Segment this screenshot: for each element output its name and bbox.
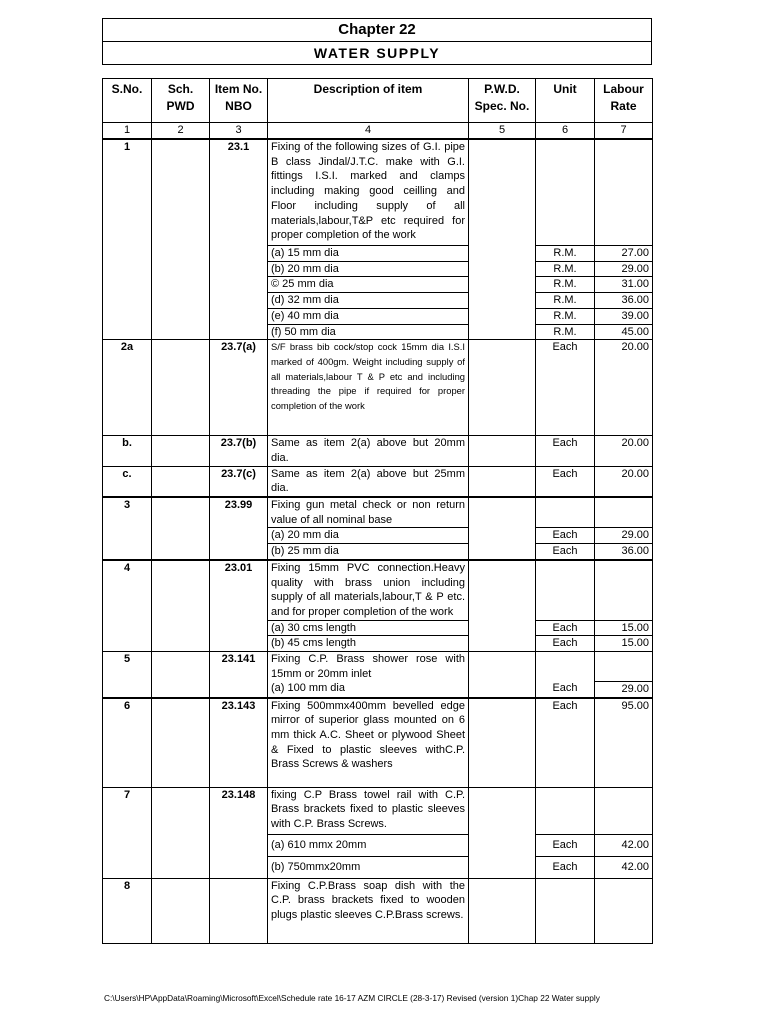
sno-cell: 5 (103, 652, 152, 698)
item-no-cell (210, 878, 268, 943)
item-no-cell: 23.141 (210, 652, 268, 698)
column-number: 1 (103, 123, 152, 140)
rate-cell: 36.00 (595, 293, 653, 309)
rate-cell: 42.00 (595, 856, 653, 878)
sub-description-cell: © 25 mm dia (268, 277, 469, 293)
rate-cell: 15.00 (595, 636, 653, 652)
unit-cell: Each (536, 528, 595, 544)
sno-cell: 2a (103, 340, 152, 436)
header-sno: S.No. (103, 79, 152, 123)
sub-description-cell: (a) 30 cms length (268, 620, 469, 636)
column-number: 2 (152, 123, 210, 140)
description-cell: Same as item 2(a) above but 20mm dia. (268, 436, 469, 466)
column-number: 5 (469, 123, 536, 140)
rate-cell: 27.00 (595, 246, 653, 262)
unit-cell: Each (536, 834, 595, 856)
rate-cell: 20.00 (595, 466, 653, 497)
unit-cell: R.M. (536, 293, 595, 309)
sno-cell: 7 (103, 787, 152, 878)
header-pwd-spec: P.W.D. Spec. No. (469, 79, 536, 123)
column-number: 7 (595, 123, 653, 140)
column-number-row (103, 123, 653, 140)
unit-cell: Each (536, 620, 595, 636)
unit-cell: Each (536, 466, 595, 497)
sno-cell: 6 (103, 698, 152, 788)
table-row (103, 787, 653, 834)
section-title: WATER SUPPLY (103, 41, 651, 64)
chapter-title-box (102, 18, 652, 65)
unit-cell: Each (536, 681, 595, 697)
sno-cell: c. (103, 466, 152, 497)
item-no-cell: 23.1 (210, 139, 268, 340)
item-no-cell: 23.143 (210, 698, 268, 788)
unit-cell: Each (536, 544, 595, 560)
sno-cell: 3 (103, 497, 152, 560)
unit-cell: R.M. (536, 324, 595, 340)
sub-description-cell: (e) 40 mm dia (268, 308, 469, 324)
rate-cell: 29.00 (595, 681, 653, 697)
rate-cell: 15.00 (595, 620, 653, 636)
rate-cell: 95.00 (595, 698, 653, 788)
unit-cell: R.M. (536, 277, 595, 293)
rate-cell: 20.00 (595, 340, 653, 436)
sub-description-cell: (a) 15 mm dia (268, 246, 469, 262)
item-no-cell: 23.01 (210, 560, 268, 652)
rate-cell: 20.00 (595, 436, 653, 466)
rate-cell: 45.00 (595, 324, 653, 340)
rate-cell: 42.00 (595, 834, 653, 856)
rate-cell: 29.00 (595, 261, 653, 277)
sub-description-cell: (a) 100 mm dia (268, 681, 469, 697)
description-cell: Fixing 500mmx400mm bevelled edge mirror of superior glass mounted on 6 mm thick A.C. Sheet or plywood Sheet & Fixed to plastic sleeves withC.P. Brass Screws & washers (268, 698, 469, 788)
header-item-no: Item No. NBO (210, 79, 268, 123)
table-row (103, 436, 653, 466)
description-cell: Fixing 15mm PVC connection.Heavy quality with brass union including supply of all materials,labour,T & P etc. and for proper completion of the work (268, 560, 469, 620)
header-unit: Unit (536, 79, 595, 123)
table-row (103, 497, 653, 528)
unit-cell: Each (536, 698, 595, 788)
sno-cell: 4 (103, 560, 152, 652)
item-no-cell: 23.7(b) (210, 436, 268, 466)
item-no-cell: 23.7(a) (210, 340, 268, 436)
rate-cell: 29.00 (595, 528, 653, 544)
column-number: 4 (268, 123, 469, 140)
item-no-cell: 23.7(c) (210, 466, 268, 497)
unit-cell: Each (536, 856, 595, 878)
description-cell: Same as item 2(a) above but 25mm dia. (268, 466, 469, 497)
unit-cell: Each (536, 340, 595, 436)
rate-cell: 39.00 (595, 308, 653, 324)
sub-description-cell: (f) 50 mm dia (268, 324, 469, 340)
chapter-heading: Chapter 22 (338, 21, 416, 38)
sno-cell: 8 (103, 878, 152, 943)
table-row (103, 652, 653, 682)
sub-description-cell: (b) 20 mm dia (268, 261, 469, 277)
column-number: 6 (536, 123, 595, 140)
labour-rate-table (102, 78, 653, 944)
table-row (103, 560, 653, 620)
header-labour-rate: Labour Rate (595, 79, 653, 123)
description-cell: Fixing gun metal check or non return value of all nominal base (268, 497, 469, 528)
description-cell: fixing C.P Brass towel rail with C.P. Brass brackets fixed to plastic sleeves with C.P. Brass Screws. (268, 787, 469, 834)
sub-description-cell: (b) 750mmx20mm (268, 856, 469, 878)
description-cell: Fixing C.P.Brass soap dish with the C.P. brass brackets fixed to wooden plugs plastic sleeves C.P.Brass screws. (268, 878, 469, 943)
description-cell: Fixing C.P. Brass shower rose with 15mm or 20mm inlet (268, 652, 469, 682)
sno-cell: b. (103, 436, 152, 466)
unit-cell: Each (536, 636, 595, 652)
sub-description-cell: (d) 32 mm dia (268, 293, 469, 309)
description-cell: Fixing of the following sizes of G.I. pipe B class Jindal/J.T.C. make with G.I. fittings I.S.I. marked and clamps including making good ceilling and Floor including supply of all materials,labour,T&P etc required for proper completion of the work (268, 139, 469, 246)
rate-cell: 31.00 (595, 277, 653, 293)
description-cell: S/F brass bib cock/stop cock 15mm dia I.S.I marked of 400gm. Weight including supply of all materials,labour T & P etc and including threading the pipe if required for proper completion of the work (268, 340, 469, 436)
sub-description-cell: (b) 45 cms length (268, 636, 469, 652)
table-header-row (103, 79, 653, 123)
table-row (103, 340, 653, 436)
header-description: Description of item (268, 79, 469, 123)
sub-description-cell: (a) 20 mm dia (268, 528, 469, 544)
table-row (103, 698, 653, 788)
item-no-cell: 23.148 (210, 787, 268, 878)
unit-cell: R.M. (536, 308, 595, 324)
sub-description-cell: (a) 610 mmx 20mm (268, 834, 469, 856)
file-path-footer: C:\Users\HP\AppData\Roaming\Microsoft\Excel\Schedule rate 16-17 AZM CIRCLE (28-3-17) Revised (version 1)Chap 22 Water supply (104, 993, 600, 1003)
unit-cell: Each (536, 436, 595, 466)
unit-cell: R.M. (536, 246, 595, 262)
sub-description-cell: (b) 25 mm dia (268, 544, 469, 560)
sno-cell: 1 (103, 139, 152, 340)
table-row (103, 139, 653, 246)
unit-cell: R.M. (536, 261, 595, 277)
header-sch-pwd: Sch. PWD (152, 79, 210, 123)
item-no-cell: 23.99 (210, 497, 268, 560)
column-number: 3 (210, 123, 268, 140)
table-row (103, 466, 653, 497)
rate-cell: 36.00 (595, 544, 653, 560)
table-row (103, 878, 653, 943)
